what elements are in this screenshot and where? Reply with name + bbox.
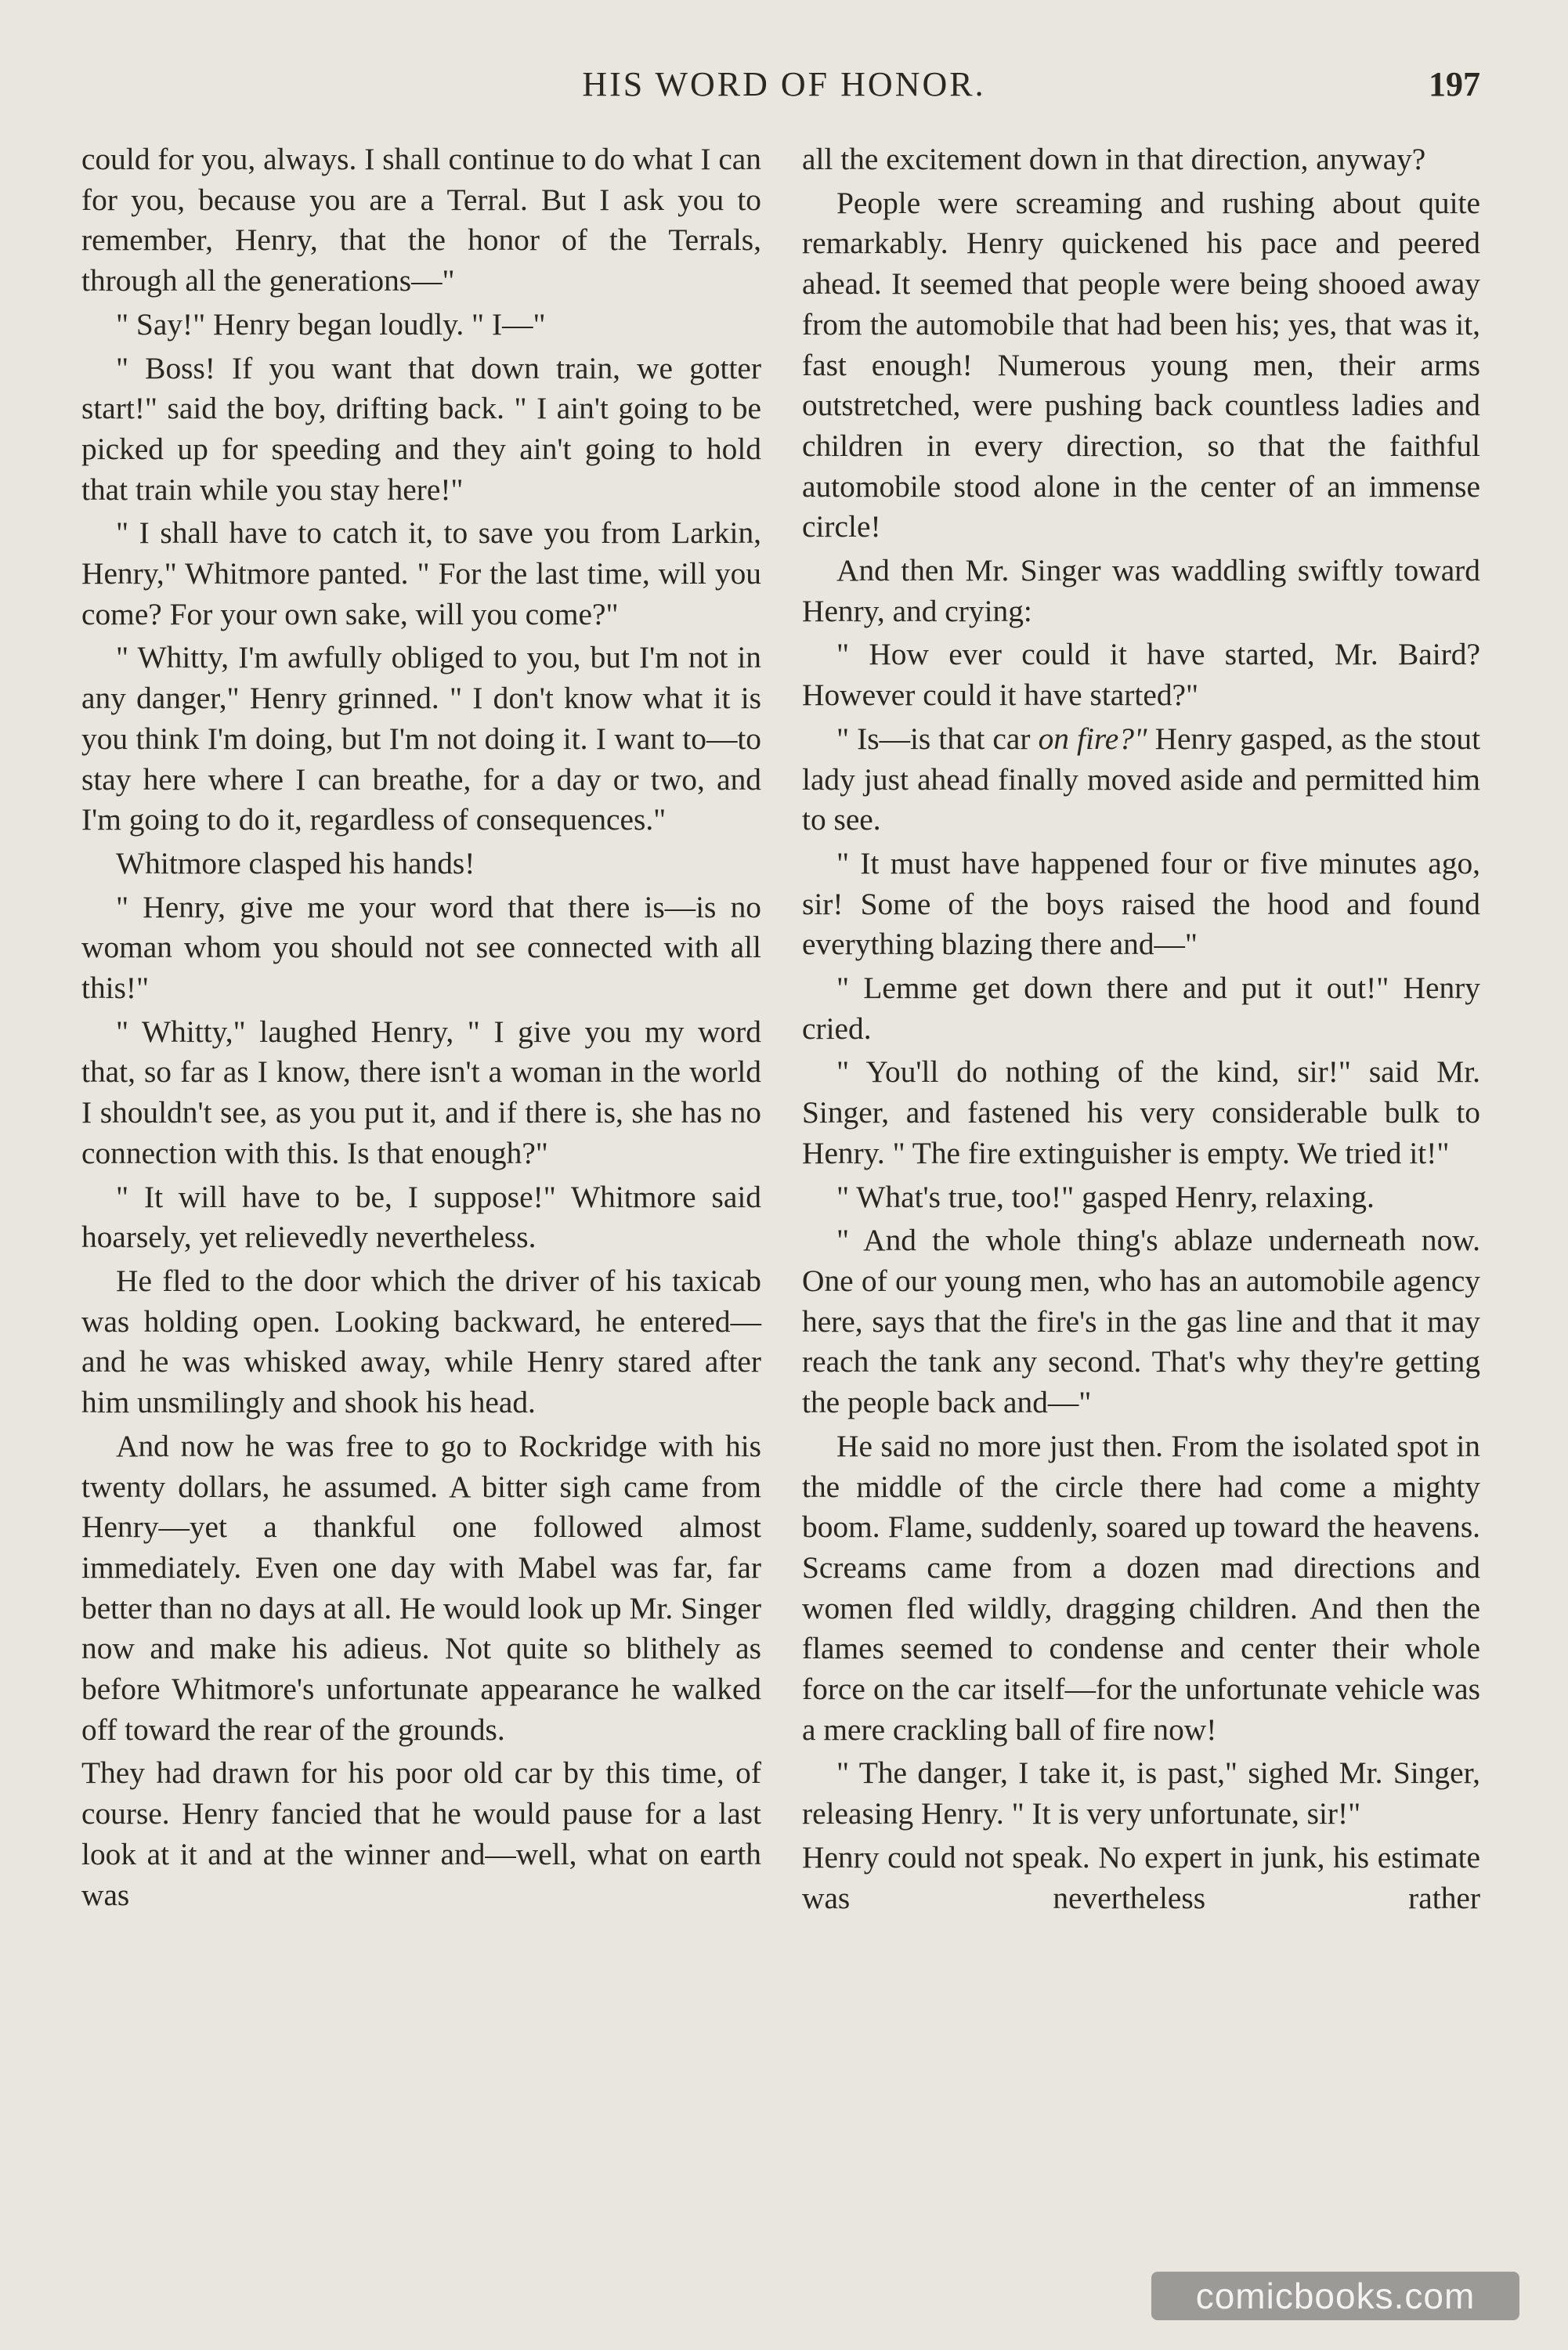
paragraph: " It must have happened four or five minutes ago, sir! Some of the boys raised the hood and found everything blazing there and—" — [802, 845, 1480, 962]
right-column — [802, 139, 1480, 1922]
paragraph-text: " Is—is that car — [836, 721, 1039, 756]
paragraph: " The danger, I take it, is past," sighed Mr. Singer, releasing Henry. " It is very unfortunate, sir!" — [802, 1755, 1480, 1831]
watermark — [1151, 2272, 1519, 2320]
paragraph: " Say!" Henry began loudly. " I—" — [116, 306, 546, 342]
paragraph: People were screaming and rushing about quite remarkably. Henry quickened his pace and peered ahead. It seemed that people were being shooed away from the automobile that had been his; yes, that was it, fast enough! Numerous young men, their arms outstretched, were pushing back countless ladies and children in every direction, so that the faithful automobile stood alone in the center of an immense circle! — [802, 185, 1480, 544]
left-column — [81, 139, 761, 1918]
paragraph: And then Mr. Singer was waddling swiftly toward Henry, and crying: — [802, 553, 1480, 628]
paragraph: " Whitty," laughed Henry, " I give you my word that, so far as I know, there isn't a woman in the world I shouldn't see, as you put it, and if there is, she has no connection with this. Is that enough?" — [81, 1014, 761, 1170]
paragraph: He fled to the door which the driver of his taxicab was holding open. Looking backward, he entered—and he was whisked away, while Henry stared after him unsmilingly and shook his head. — [81, 1263, 761, 1420]
paragraph: " How ever could it have started, Mr. Baird? However could it have started?" — [802, 637, 1480, 713]
paragraph: " Whitty, I'm awfully obliged to you, but I'm not in any danger," Henry grinned. " I don't know what it is you think I'm doing, but I'm not doing it. I want to—to stay here where I can breathe, for a day or two, and I'm going to do it, regardless of consequences." — [81, 640, 761, 837]
paragraph: " You'll do nothing of the kind, sir!" said Mr. Singer, and fastened his very considerable bulk to Henry. " The fire extinguisher is empty. We tried it!" — [802, 1054, 1480, 1170]
italic-text: on fire?" — [1038, 721, 1147, 756]
page-header — [0, 64, 1568, 114]
watermark-text: comicbooks.com — [1195, 2276, 1476, 2316]
paragraph: Henry could not speak. No expert in junk, his estimate was nevertheless rather — [802, 1839, 1480, 1915]
paragraph: Whitmore clasped his hands! — [116, 845, 475, 880]
paragraph: all the excitement down in that direction, anyway? — [802, 142, 1426, 176]
page-number: 197 — [1429, 65, 1480, 103]
paragraph: He said no more just then. From the isolated spot in the middle of the circle there had come a mighty boom. Flame, suddenly, soared up toward the heavens. Screams came from a dozen mad directions and women fled wildly, dragging children. And then the flames seemed to condense and center their whole force on the car itself—for the unfortunate vehicle was a mere crackling ball of fire now! — [802, 1428, 1480, 1747]
paragraph: " What's true, too!" gasped Henry, relaxing. — [836, 1179, 1375, 1214]
paragraph: " I shall have to catch it, to save you from Larkin, Henry," Whitmore panted. " For the last time, will you come? For your own sake, will you come?" — [81, 515, 761, 631]
paragraph: They had drawn for his poor old car by this time, of course. Henry fancied that he would pause for a last look at it and at the winner and—well, what on earth was — [81, 1755, 761, 1912]
paragraph: could for you, always. I shall continue to do what I can for you, because you are a Terral. But I ask you to remember, Henry, that the honor of the Terrals, through all the generations—" — [81, 142, 761, 298]
paragraph — [802, 719, 1480, 841]
paragraph: " Lemme get down there and put it out!" Henry cried. — [802, 971, 1480, 1046]
paragraph-text: Henry gasped, as the stout lady just ahead finally moved aside and permitted him to see. — [802, 721, 1481, 837]
paragraph: " Henry, give me your word that there is—is no woman whom you should not see connected with all this!" — [81, 889, 761, 1006]
paragraph: " And the whole thing's ablaze underneath now. One of our young men, who has an automobile agency here, says that the fire's in the gas line and that it may reach the tank any second. That's why they're getting the people back and—" — [802, 1223, 1480, 1420]
paragraph: " It will have to be, I suppose!" Whitmore said hoarsely, yet relievedly nevertheless. — [81, 1179, 761, 1255]
paragraph: And now he was free to go to Rockridge with his twenty dollars, he assumed. A bitter sigh came from Henry—yet a thankful one followed almost immediately. Even one day with Mabel was far, far better than no days at all. He would look up Mr. Singer now and make his adieus. Not quite so blithely as before Whitmore's unfortunate appearance he walked off toward the rear of the grounds. — [81, 1428, 761, 1747]
running-title: HIS WORD OF HONOR. — [582, 65, 986, 103]
paragraph: " Boss! If you want that down train, we gotter start!" said the boy, drifting back. " I ain't going to be picked up for speeding and they ain't going to hold that train while you stay here!" — [81, 350, 761, 507]
